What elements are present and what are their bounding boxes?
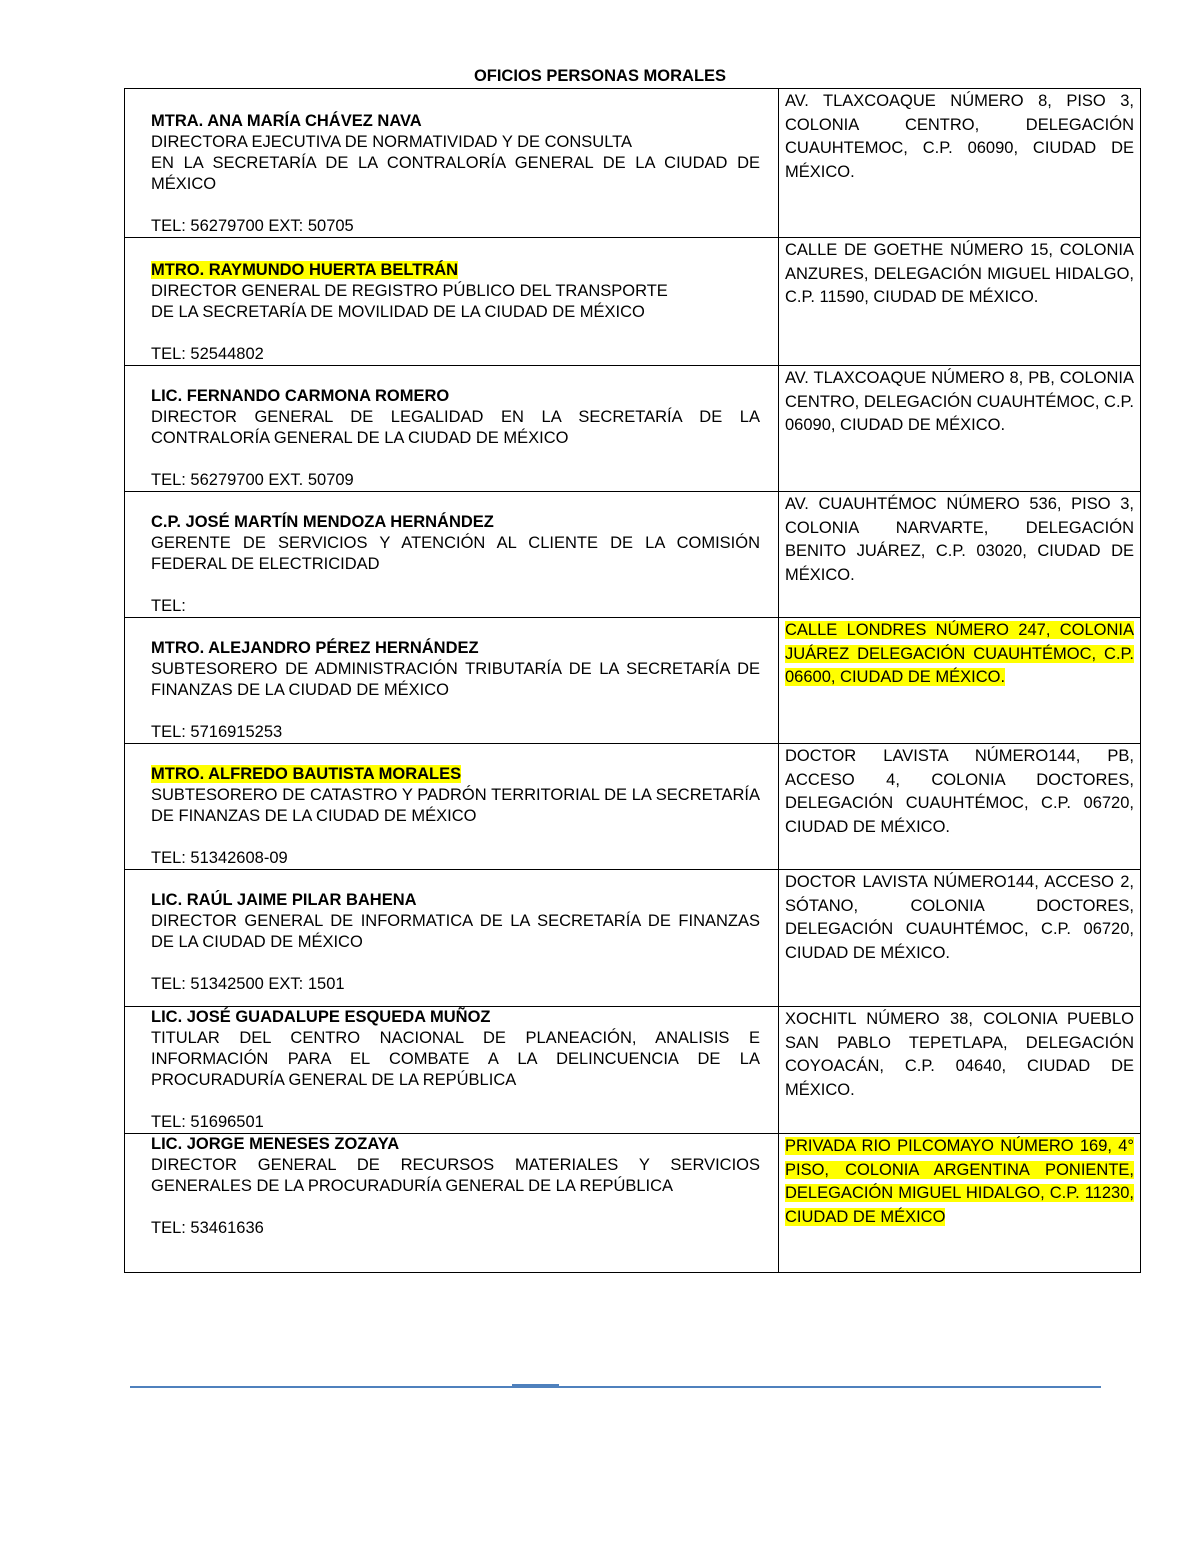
- table-row: [125, 870, 1141, 1007]
- table-row: [125, 366, 1141, 492]
- contact-position-line: SUBTESORERO DE CATASTRO Y PADRÓN TERRITORIAL DE LA SECRETARÍA DE FINANZAS DE LA CIUDAD DE MÉXICO: [151, 786, 760, 825]
- contact-position-line: DIRECTORA EJECUTIVA DE NORMATIVIDAD Y DE CONSULTA: [151, 133, 633, 151]
- contact-name: LIC. FERNANDO CARMONA ROMERO: [151, 387, 450, 405]
- contact-phone: TEL: 51342500 EXT: 1501: [151, 975, 345, 993]
- contact-position-line: DE LA SECRETARÍA DE MOVILIDAD DE LA CIUDAD DE MÉXICO: [151, 303, 645, 321]
- contact-position-line: EN LA SECRETARÍA DE LA CONTRALORÍA GENERAL DE LA CIUDAD DE MÉXICO: [151, 154, 760, 193]
- contact-phone: TEL: 51696501: [151, 1113, 264, 1131]
- address-text: CALLE LONDRES NÚMERO 247, COLONIA JUÁREZ DELEGACIÓN CUAUHTÉMOC, C.P. 06600, CIUDAD DE MÉXICO.: [785, 621, 1134, 686]
- footer-rule: [130, 1386, 1101, 1388]
- address-text: AV. TLAXCOAQUE NÚMERO 8, PB, COLONIA CENTRO, DELEGACIÓN CUAUHTÉMOC, C.P. 06090, CIUDAD DE MÉXICO.: [785, 369, 1134, 434]
- table-row: [125, 1134, 1141, 1273]
- address-text: AV. TLAXCOAQUE NÚMERO 8, PISO 3, COLONIA CENTRO, DELEGACIÓN CUAUHTEMOC, C.P. 06090, CIUDAD DE MÉXICO.: [785, 92, 1134, 181]
- contact-cell: [125, 744, 779, 870]
- contact-position-line: SUBTESORERO DE ADMINISTRACIÓN TRIBUTARÍA DE LA SECRETARÍA DE FINANZAS DE LA CIUDAD DE MÉXICO: [151, 660, 760, 699]
- footer-rule-tab: [512, 1384, 559, 1387]
- contact-cell: [125, 89, 779, 238]
- contact-phone: TEL: 51342608-09: [151, 849, 288, 867]
- address-cell: [779, 366, 1141, 492]
- contact-cell: [125, 238, 779, 366]
- contact-phone: TEL: 53461636: [151, 1219, 264, 1237]
- contact-phone: TEL: 56279700 EXT. 50709: [151, 471, 354, 489]
- contact-cell: [125, 870, 779, 1007]
- document-title: OFICIOS PERSONAS MORALES: [473, 67, 727, 85]
- contact-position-line: DIRECTOR GENERAL DE LEGALIDAD EN LA SECRETARÍA DE LA CONTRALORÍA GENERAL DE LA CIUDAD DE MÉXICO: [151, 408, 760, 447]
- address-cell: [779, 618, 1141, 744]
- contact-name: C.P. JOSÉ MARTÍN MENDOZA HERNÁNDEZ: [151, 513, 494, 531]
- table-row: [125, 238, 1141, 366]
- table-row: [125, 89, 1141, 238]
- address-text: DOCTOR LAVISTA NÚMERO144, ACCESO 2, SÓTANO, COLONIA DOCTORES, DELEGACIÓN CUAUHTÉMOC, C.P. 06720, CIUDAD DE MÉXICO.: [785, 873, 1134, 962]
- address-cell: [779, 1134, 1141, 1273]
- contact-name: MTRO. ALFREDO BAUTISTA MORALES: [151, 765, 462, 783]
- table-row: [125, 618, 1141, 744]
- contact-name: LIC. RAÚL JAIME PILAR BAHENA: [151, 891, 417, 909]
- contact-position-line: GERENTE DE SERVICIOS Y ATENCIÓN AL CLIENTE DE LA COMISIÓN FEDERAL DE ELECTRICIDAD: [151, 534, 760, 573]
- contacts-table: [124, 88, 1141, 1273]
- contact-cell: [125, 618, 779, 744]
- table-row: [125, 492, 1141, 618]
- contact-position-line: DIRECTOR GENERAL DE INFORMATICA DE LA SECRETARÍA DE FINANZAS DE LA CIUDAD DE MÉXICO: [151, 912, 760, 951]
- address-text: AV. CUAUHTÉMOC NÚMERO 536, PISO 3, COLONIA NARVARTE, DELEGACIÓN BENITO JUÁREZ, C.P. 03020, CIUDAD DE MÉXICO.: [785, 495, 1134, 584]
- table-row: [125, 744, 1141, 870]
- contact-phone: TEL:: [151, 597, 186, 615]
- contact-name: MTRA. ANA MARÍA CHÁVEZ NAVA: [151, 112, 422, 130]
- contact-cell: [125, 1007, 779, 1134]
- table-row: [125, 1007, 1141, 1134]
- contact-cell: [125, 492, 779, 618]
- address-cell: [779, 238, 1141, 366]
- contact-position-line: DIRECTOR GENERAL DE RECURSOS MATERIALES Y SERVICIOS GENERALES DE LA PROCURADURÍA GENERAL DE LA REPÚBLICA: [151, 1156, 760, 1195]
- address-cell: [779, 870, 1141, 1007]
- address-text: PRIVADA RIO PILCOMAYO NÚMERO 169, 4° PISO, COLONIA ARGENTINA PONIENTE, DELEGACIÓN MIGUEL HIDALGO, C.P. 11230, CIUDAD DE MÉXICO: [785, 1137, 1134, 1226]
- contact-position-line: TITULAR DEL CENTRO NACIONAL DE PLANEACIÓN, ANALISIS E INFORMACIÓN PARA EL COMBATE A LA DELINCUENCIA DE LA PROCURADURÍA GENERAL DE LA REPÚBLICA: [151, 1029, 760, 1089]
- contact-phone: TEL: 52544802: [151, 345, 264, 363]
- address-cell: [779, 744, 1141, 870]
- contact-cell: [125, 366, 779, 492]
- contact-phone: TEL: 56279700 EXT: 50705: [151, 217, 354, 235]
- address-text: CALLE DE GOETHE NÚMERO 15, COLONIA ANZURES, DELEGACIÓN MIGUEL HIDALGO, C.P. 11590, CIUDAD DE MÉXICO.: [785, 241, 1134, 306]
- contact-position-line: DIRECTOR GENERAL DE REGISTRO PÚBLICO DEL TRANSPORTE: [151, 282, 668, 300]
- contact-name: LIC. JOSÉ GUADALUPE ESQUEDA MUÑOZ: [151, 1008, 491, 1026]
- contact-name: LIC. JORGE MENESES ZOZAYA: [151, 1135, 400, 1153]
- contact-phone: TEL: 5716915253: [151, 723, 283, 741]
- address-cell: [779, 492, 1141, 618]
- address-text: XOCHITL NÚMERO 38, COLONIA PUEBLO SAN PABLO TEPETLAPA, DELEGACIÓN COYOACÁN, C.P. 04640, CIUDAD DE MÉXICO.: [785, 1010, 1134, 1099]
- contact-name: MTRO. ALEJANDRO PÉREZ HERNÁNDEZ: [151, 639, 479, 657]
- address-cell: [779, 89, 1141, 238]
- contact-name: MTRO. RAYMUNDO HUERTA BELTRÁN: [151, 261, 459, 279]
- contact-cell: [125, 1134, 779, 1273]
- address-text: DOCTOR LAVISTA NÚMERO144, PB, ACCESO 4, COLONIA DOCTORES, DELEGACIÓN CUAUHTÉMOC, C.P. 06720, CIUDAD DE MÉXICO.: [785, 747, 1134, 836]
- address-cell: [779, 1007, 1141, 1134]
